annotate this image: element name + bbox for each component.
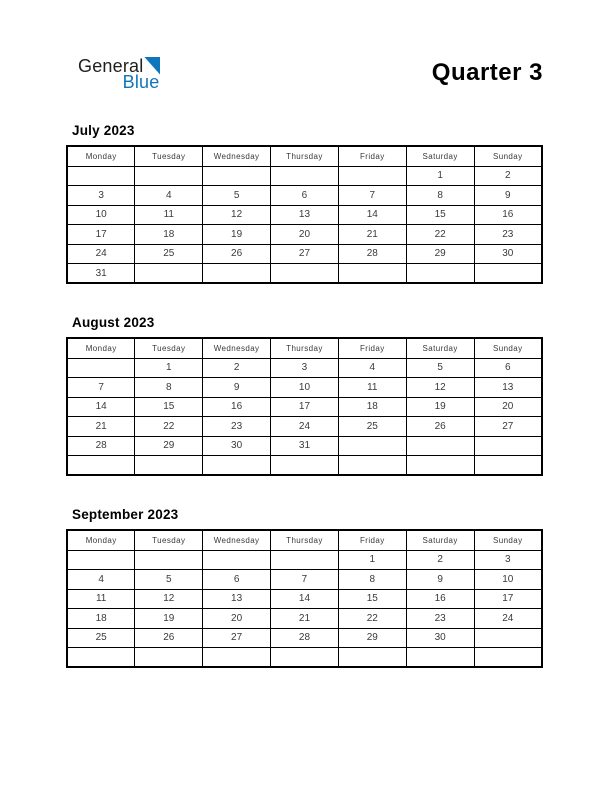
day-cell: 27: [474, 417, 542, 437]
day-cell: 21: [271, 609, 339, 629]
day-cell: 4: [67, 570, 135, 590]
day-cell: 25: [135, 244, 203, 264]
week-row: [67, 358, 542, 378]
day-cell: 17: [271, 397, 339, 417]
week-row: [67, 244, 542, 264]
day-cell: 26: [406, 417, 474, 437]
weekday-header: Friday: [338, 338, 406, 358]
week-row: [67, 378, 542, 398]
day-cell: 31: [271, 436, 339, 456]
day-cell: 6: [474, 358, 542, 378]
day-cell: 23: [474, 225, 542, 245]
month-section-september: [66, 507, 543, 668]
logo-bottom-row: [78, 73, 160, 93]
day-cell: 15: [338, 589, 406, 609]
weekday-header: Saturday: [406, 338, 474, 358]
empty-day-cell: [271, 550, 339, 570]
empty-day-cell: [271, 456, 339, 476]
weekday-header: Thursday: [271, 338, 339, 358]
day-cell: 21: [67, 417, 135, 437]
day-cell: 15: [135, 397, 203, 417]
empty-day-cell: [338, 648, 406, 668]
week-row: [67, 570, 542, 590]
week-row: [67, 225, 542, 245]
empty-day-cell: [474, 456, 542, 476]
week-row: [67, 628, 542, 648]
day-cell: 14: [67, 397, 135, 417]
day-cell: 28: [67, 436, 135, 456]
weekday-header: Wednesday: [203, 146, 271, 166]
day-cell: 24: [67, 244, 135, 264]
day-cell: 9: [203, 378, 271, 398]
empty-day-cell: [135, 456, 203, 476]
month-table-september: [66, 529, 543, 668]
empty-day-cell: [474, 648, 542, 668]
month-table-august: [66, 337, 543, 476]
weekday-header-row: [67, 530, 542, 550]
day-cell: 24: [474, 609, 542, 629]
empty-day-cell: [67, 550, 135, 570]
week-row: [67, 397, 542, 417]
empty-day-cell: [203, 166, 271, 186]
day-cell: 5: [406, 358, 474, 378]
day-cell: 13: [203, 589, 271, 609]
weekday-header: Monday: [67, 338, 135, 358]
page-title: Quarter 3: [431, 59, 543, 86]
day-cell: 1: [338, 550, 406, 570]
weekday-header: Saturday: [406, 530, 474, 550]
day-cell: 13: [271, 205, 339, 225]
day-cell: 25: [67, 628, 135, 648]
day-cell: 13: [474, 378, 542, 398]
day-cell: 4: [135, 186, 203, 206]
day-cell: 21: [338, 225, 406, 245]
day-cell: 3: [67, 186, 135, 206]
weekday-header: Sunday: [474, 530, 542, 550]
day-cell: 30: [406, 628, 474, 648]
week-row: [67, 456, 542, 476]
empty-day-cell: [203, 456, 271, 476]
month-title-july: July 2023: [72, 123, 135, 138]
day-cell: 2: [406, 550, 474, 570]
empty-day-cell: [474, 628, 542, 648]
day-cell: 20: [203, 609, 271, 629]
day-cell: 11: [67, 589, 135, 609]
day-cell: 2: [203, 358, 271, 378]
empty-day-cell: [135, 550, 203, 570]
day-cell: 9: [474, 186, 542, 206]
month-section-july: [66, 123, 543, 284]
day-cell: 19: [406, 397, 474, 417]
weekday-header: Thursday: [271, 146, 339, 166]
day-cell: 14: [271, 589, 339, 609]
week-row: [67, 186, 542, 206]
month-title-august: August 2023: [72, 315, 155, 330]
day-cell: 3: [474, 550, 542, 570]
weekday-header: Saturday: [406, 146, 474, 166]
day-cell: 30: [203, 436, 271, 456]
day-cell: 1: [135, 358, 203, 378]
day-cell: 29: [135, 436, 203, 456]
day-cell: 31: [67, 264, 135, 284]
day-cell: 26: [203, 244, 271, 264]
weekday-header-row: [67, 146, 542, 166]
empty-day-cell: [406, 436, 474, 456]
day-cell: 20: [474, 397, 542, 417]
day-cell: 6: [203, 570, 271, 590]
empty-day-cell: [67, 648, 135, 668]
week-row: [67, 609, 542, 629]
logo-text-blue: Blue: [122, 72, 160, 92]
week-row: [67, 166, 542, 186]
day-cell: 17: [474, 589, 542, 609]
weekday-header: Sunday: [474, 146, 542, 166]
day-cell: 1: [406, 166, 474, 186]
day-cell: 25: [338, 417, 406, 437]
day-cell: 22: [406, 225, 474, 245]
day-cell: 27: [271, 244, 339, 264]
empty-day-cell: [338, 166, 406, 186]
weekday-header: Tuesday: [135, 530, 203, 550]
weekday-header: Monday: [67, 530, 135, 550]
week-row: [67, 417, 542, 437]
empty-day-cell: [67, 358, 135, 378]
day-cell: 18: [135, 225, 203, 245]
weekday-header: Monday: [67, 146, 135, 166]
day-cell: 7: [67, 378, 135, 398]
weekday-header: Tuesday: [135, 146, 203, 166]
empty-day-cell: [135, 264, 203, 284]
day-cell: 18: [67, 609, 135, 629]
logo-text-general: General: [78, 56, 144, 76]
week-row: [67, 205, 542, 225]
day-cell: 8: [135, 378, 203, 398]
empty-day-cell: [135, 166, 203, 186]
day-cell: 11: [135, 205, 203, 225]
day-cell: 12: [135, 589, 203, 609]
day-cell: 22: [338, 609, 406, 629]
weekday-header-row: [67, 338, 542, 358]
week-row: [67, 550, 542, 570]
general-blue-logo: [78, 57, 160, 93]
day-cell: 30: [474, 244, 542, 264]
day-cell: 20: [271, 225, 339, 245]
day-cell: 15: [406, 205, 474, 225]
day-cell: 18: [338, 397, 406, 417]
empty-day-cell: [67, 166, 135, 186]
weekday-header: Friday: [338, 530, 406, 550]
day-cell: 23: [203, 417, 271, 437]
empty-day-cell: [474, 264, 542, 284]
empty-day-cell: [271, 264, 339, 284]
day-cell: 4: [338, 358, 406, 378]
week-row: [67, 648, 542, 668]
day-cell: 26: [135, 628, 203, 648]
day-cell: 16: [474, 205, 542, 225]
empty-day-cell: [338, 456, 406, 476]
weekday-header: Friday: [338, 146, 406, 166]
day-cell: 7: [338, 186, 406, 206]
week-row: [67, 264, 542, 284]
month-title-september: September 2023: [72, 507, 179, 522]
weekday-header: Thursday: [271, 530, 339, 550]
day-cell: 10: [474, 570, 542, 590]
empty-day-cell: [338, 436, 406, 456]
day-cell: 28: [271, 628, 339, 648]
day-cell: 2: [474, 166, 542, 186]
day-cell: 11: [338, 378, 406, 398]
empty-day-cell: [406, 264, 474, 284]
empty-day-cell: [67, 456, 135, 476]
day-cell: 29: [338, 628, 406, 648]
weekday-header: Sunday: [474, 338, 542, 358]
empty-day-cell: [271, 648, 339, 668]
month-section-august: [66, 315, 543, 476]
day-cell: 23: [406, 609, 474, 629]
day-cell: 28: [338, 244, 406, 264]
week-row: [67, 436, 542, 456]
day-cell: 5: [135, 570, 203, 590]
day-cell: 16: [406, 589, 474, 609]
day-cell: 27: [203, 628, 271, 648]
day-cell: 3: [271, 358, 339, 378]
day-cell: 8: [338, 570, 406, 590]
day-cell: 9: [406, 570, 474, 590]
empty-day-cell: [406, 648, 474, 668]
day-cell: 22: [135, 417, 203, 437]
day-cell: 10: [271, 378, 339, 398]
day-cell: 6: [271, 186, 339, 206]
empty-day-cell: [338, 264, 406, 284]
day-cell: 10: [67, 205, 135, 225]
page-header: [66, 57, 543, 95]
month-table-july: [66, 145, 543, 284]
day-cell: 7: [271, 570, 339, 590]
day-cell: 16: [203, 397, 271, 417]
day-cell: 19: [135, 609, 203, 629]
empty-day-cell: [203, 648, 271, 668]
empty-day-cell: [135, 648, 203, 668]
empty-day-cell: [203, 550, 271, 570]
day-cell: 12: [203, 205, 271, 225]
weekday-header: Wednesday: [203, 338, 271, 358]
week-row: [67, 589, 542, 609]
day-cell: 19: [203, 225, 271, 245]
empty-day-cell: [474, 436, 542, 456]
empty-day-cell: [203, 264, 271, 284]
weekday-header: Wednesday: [203, 530, 271, 550]
day-cell: 8: [406, 186, 474, 206]
day-cell: 17: [67, 225, 135, 245]
empty-day-cell: [271, 166, 339, 186]
weekday-header: Tuesday: [135, 338, 203, 358]
day-cell: 24: [271, 417, 339, 437]
empty-day-cell: [406, 456, 474, 476]
day-cell: 12: [406, 378, 474, 398]
day-cell: 14: [338, 205, 406, 225]
day-cell: 5: [203, 186, 271, 206]
day-cell: 29: [406, 244, 474, 264]
